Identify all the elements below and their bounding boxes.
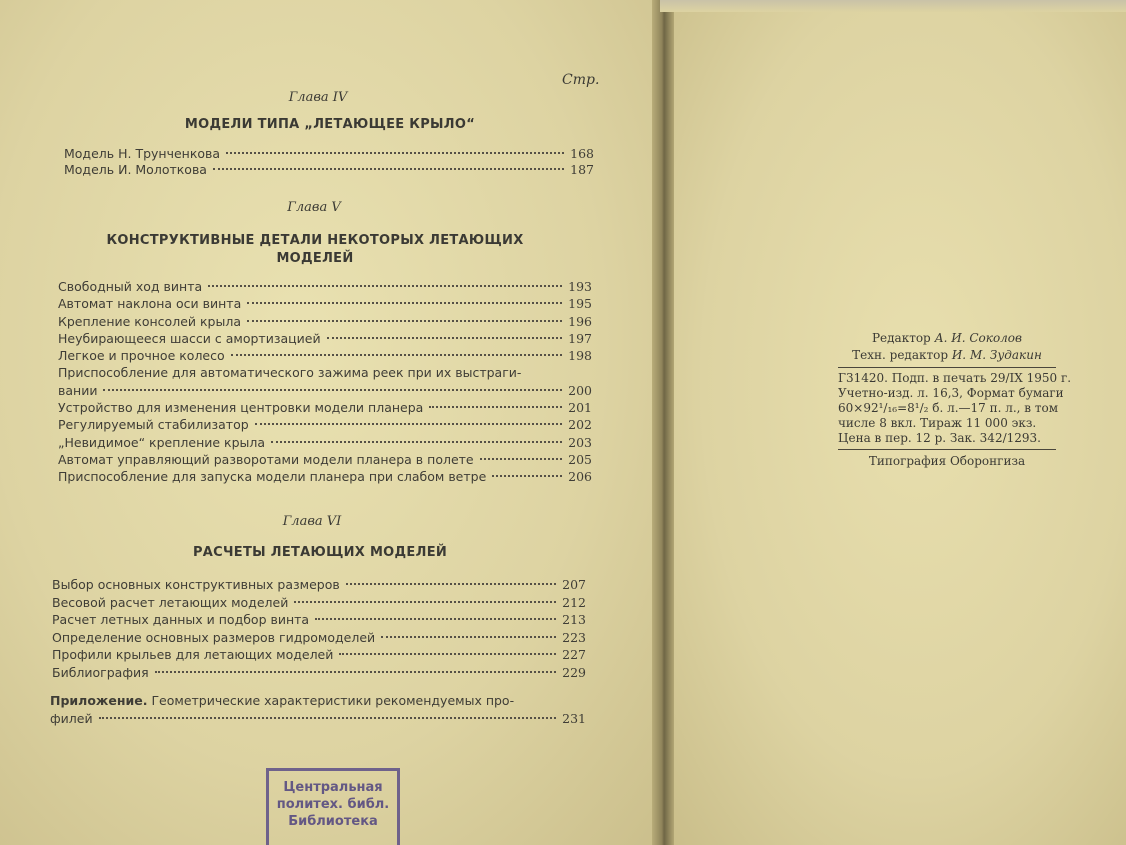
page-number: 207	[562, 577, 586, 592]
toc-entry[interactable]: Автомат управляющий разворотами модели планера в полете 205	[58, 451, 592, 467]
chapter-label: Глава V	[287, 200, 341, 215]
library-stamp: Центральная политех. библ. Библиотека	[266, 768, 400, 845]
appendix-entry[interactable]: Приложение. Геометрические характеристики рекомендуемых про- филей 231	[50, 693, 586, 726]
toc-entry[interactable]: Определение основных размеров гидромоделей 223	[52, 629, 586, 645]
page-number: 206	[568, 469, 592, 485]
chapter-label: Глава IV	[288, 90, 348, 105]
toc-list	[58, 278, 592, 486]
toc-entry[interactable]: Легкое и прочное колесо 198	[58, 348, 592, 364]
editor-line: Редактор А. И. Соколов	[871, 331, 1023, 345]
page-number: 198	[568, 348, 592, 364]
imprint-block	[838, 330, 1072, 470]
toc-entry[interactable]: Автомат наклона оси винта 195	[58, 296, 592, 312]
toc-list	[64, 146, 594, 178]
chapter-title-line: МОДЕЛЕЙ	[276, 251, 354, 266]
chapter-title	[100, 116, 560, 134]
printer-line: Типография Оборонгиза	[868, 454, 1026, 468]
toc-entry[interactable]: Расчет летных данных и подбор винта 213	[52, 612, 586, 627]
toc-entry[interactable]: Свободный ход винта 193	[58, 279, 592, 294]
toc-entry[interactable]: Модель Н. Трунченкова 168	[64, 146, 594, 161]
divider	[838, 449, 1056, 450]
page-number: 223	[562, 629, 586, 645]
page-number: 168	[570, 146, 594, 161]
tech-editor-line: Техн. редактор И. М. Зудакин	[852, 348, 1042, 362]
chapter-title	[100, 544, 540, 562]
chapter-label: Глава VI	[282, 514, 342, 529]
page-number: 205	[568, 451, 592, 467]
imprint-line: числе 8 вкл. Тираж 11 000 экз.	[838, 416, 1037, 430]
imprint-line: 60×92¹/₁₆=8¹/₂ б. л.—17 п. л., в том	[838, 401, 1059, 415]
toc-entry[interactable]: Выбор основных конструктивных размеров 207	[52, 577, 586, 592]
page-number: 193	[568, 279, 592, 294]
page-number: 187	[570, 162, 594, 177]
page-number: 197	[568, 330, 592, 346]
page-number: 212	[562, 594, 586, 610]
toc-entry[interactable]: Неубирающееся шасси с амортизацией 197	[58, 330, 592, 346]
imprint-line: Г31420. Подп. в печать 29/IX 1950 г.	[838, 371, 1072, 385]
toc-entry[interactable]: Крепление консолей крыла 196	[58, 313, 592, 329]
chapter-title-line: РАСЧЕТЫ ЛЕТАЮЩИХ МОДЕЛЕЙ	[192, 545, 448, 560]
toc-entry[interactable]: Приспособление для запуска модели планера при слабом ветре 206	[58, 469, 592, 485]
page-number: 200	[568, 382, 592, 398]
toc-entry[interactable]: Модель И. Молоткова 187	[64, 162, 594, 177]
page-top-edge	[660, 0, 1126, 12]
page-number: 231	[562, 710, 586, 726]
toc-entry[interactable]: Регулируемый стабилизатор 202	[58, 417, 592, 433]
toc-entry[interactable]: „Невидимое“ крепление крыла 203	[58, 434, 592, 450]
appendix-label: Приложение.	[50, 693, 148, 708]
toc-entry[interactable]: вании 200	[58, 382, 592, 398]
page-number: 213	[562, 612, 586, 627]
toc-entry[interactable]: Устройство для изменения центровки модели планера 201	[58, 400, 592, 416]
page-number: 227	[562, 647, 586, 662]
page-number: 196	[568, 313, 592, 329]
page-number: 201	[568, 400, 592, 416]
toc-entry[interactable]: Профили крыльев для летающих моделей 227	[52, 647, 586, 662]
chapter-title-line: МОДЕЛИ ТИПА „ЛЕТАЮЩЕЕ КРЫЛО“	[184, 117, 476, 132]
divider	[838, 367, 1056, 368]
toc-entry-first-line[interactable]: Приспособление для автоматического зажима реек при их выстраги-	[58, 365, 522, 381]
toc-entry[interactable]: Библиография 229	[52, 664, 586, 680]
toc-list	[52, 576, 586, 681]
imprint-line: Цена в пер. 12 р. Зак. 342/1293.	[838, 431, 1041, 445]
page-number: 195	[568, 296, 592, 312]
page-column-label: Стр.	[562, 72, 600, 88]
appendix-title: Геометрические характеристики рекомендуемых про-	[151, 693, 515, 708]
page-number: 202	[568, 417, 592, 433]
page-number: 229	[562, 664, 586, 680]
toc-entry[interactable]: Весовой расчет летающих моделей 212	[52, 594, 586, 610]
book-gutter	[652, 0, 674, 845]
chapter-title-line: КОНСТРУКТИВНЫЕ ДЕТАЛИ НЕКОТОРЫХ ЛЕТАЮЩИХ	[106, 233, 524, 248]
page-number: 203	[568, 434, 592, 450]
imprint-line: Учетно-изд. л. 16,3, Формат бумаги	[838, 386, 1064, 400]
chapter-title	[90, 232, 540, 268]
